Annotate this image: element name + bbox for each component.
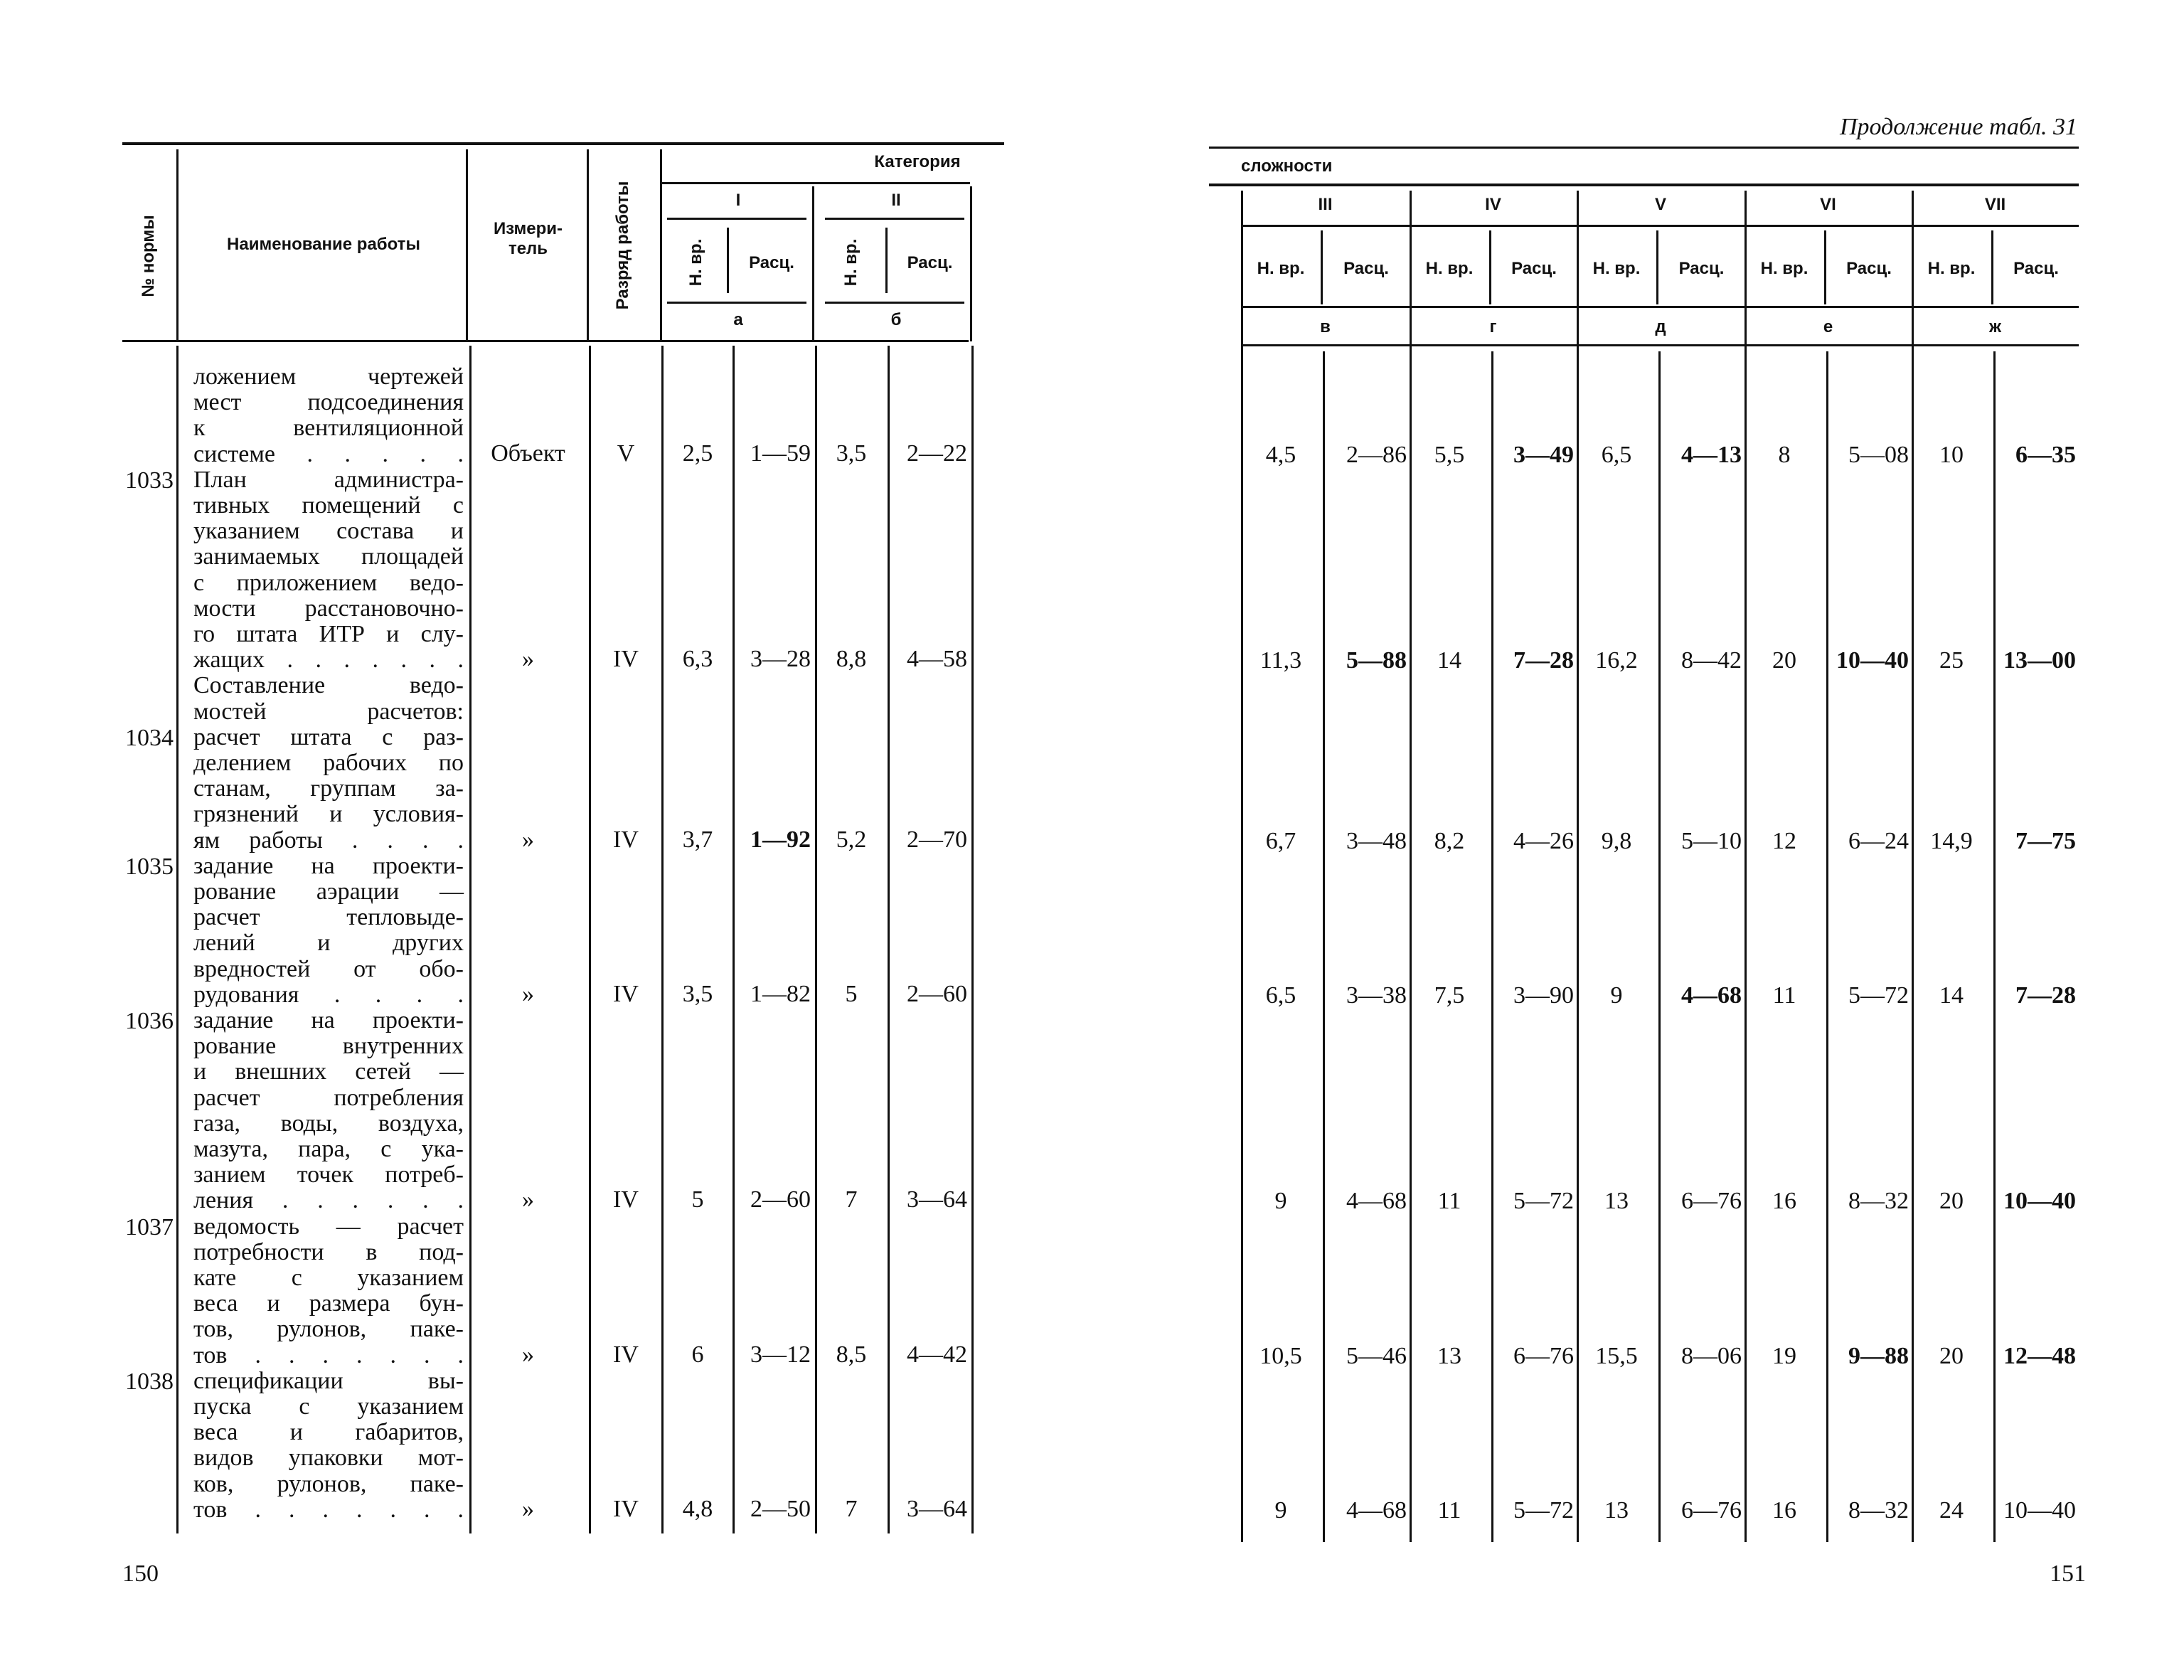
cell-rasc: 6—76 [1681,1188,1742,1215]
cell-rasc: 10—40 [2003,1188,2076,1215]
work-description-line: го штата ИТР и слу- [193,621,464,647]
right-complexity-rule [1209,184,2079,186]
work-description-line: мазута, пара, с ука- [193,1136,464,1162]
cell-hvr: 11 [1437,1496,1461,1524]
header-cat-vi: VI [1820,195,1836,214]
cell-i-hvr: 2,5 [682,440,713,467]
cell-hvr: 13 [1604,1496,1629,1524]
cell-hvr: 24 [1939,1496,1964,1524]
work-description-line: мест подсоединения [193,389,464,416]
work-description-line: расчет потребления [193,1084,464,1111]
work-description-line: ведомость — расчет [193,1213,464,1240]
cell-rasc: 8—32 [1848,1188,1909,1215]
cell-hvr: 8,2 [1434,827,1465,854]
cell-i-rasc: 1—92 [750,826,811,853]
header-cat-ii: II [891,191,901,210]
cell-rasc: 3—90 [1513,982,1574,1009]
header-letter-в: в [1320,317,1331,336]
cell-i-hvr: 4,8 [682,1495,713,1522]
cell-ii-hvr: 5 [845,980,858,1007]
cell-rasc: 6—35 [2015,441,2076,468]
cell-ii-rasc: 3—64 [907,1186,967,1213]
cell-i-rasc: 3—28 [750,646,811,673]
cell-rank: V [617,440,635,467]
work-description-line: жащих . . . . . . . [193,647,464,674]
cell-unit: » [522,1186,534,1213]
cell-rasc: 5—08 [1848,441,1909,468]
work-description-line: делением рабочих по [193,750,464,776]
cell-unit: » [522,826,534,853]
cell-rasc: 5—72 [1513,1496,1574,1524]
col-sep-rank [660,149,662,341]
cell-hvr: 12 [1772,827,1796,854]
cell-rasc: 7—75 [2015,827,2076,854]
cell-hvr: 11 [1437,1188,1461,1215]
cell-rank: IV [613,980,639,1007]
right-group-sep [1241,191,1243,1542]
cat-i-letter-rule [667,302,806,304]
cell-hvr: 15,5 [1595,1342,1638,1369]
cell-rank: IV [613,1495,639,1522]
work-description-line: задание на проекти- [193,852,464,879]
norm-number: 1034 [125,724,174,751]
right-group-sep [1577,191,1579,1542]
cell-hvr: 16 [1772,1496,1796,1524]
cell-unit: Объект [491,440,565,467]
cell-rasc: 10—40 [2003,1496,2076,1524]
work-description-line: веса и размера бун- [193,1290,464,1317]
cell-rasc: 8—06 [1681,1342,1742,1369]
header-rasc: Расц. [1511,259,1557,278]
col-sep-right-body [971,346,974,1533]
cell-rasc: 5—72 [1513,1188,1574,1215]
header-rasc: Расц. [1343,259,1389,278]
header-norm-no: № нормы [139,215,158,297]
col-sep-name [466,149,468,341]
header-cat-i-hvr: Н. вр. [686,238,705,287]
cell-hvr: 9,8 [1601,827,1632,854]
cell-rasc: 5—72 [1848,982,1909,1009]
cell-rasc: 4—68 [1681,982,1742,1009]
right-top-rule [1209,147,2079,149]
page-number-left: 150 [122,1561,159,1587]
work-description-line: тов, рулонов, паке- [193,1316,464,1343]
cell-hvr: 9 [1274,1188,1287,1215]
continuation-label: Продолжение табл. 31 [1839,114,2077,140]
cell-i-rasc: 2—60 [750,1186,811,1213]
cell-hvr: 14 [1437,647,1461,674]
cell-i-hvr: 6,3 [682,646,713,673]
cell-unit: » [522,980,534,1007]
cell-hvr: 20 [1939,1342,1964,1369]
header-letter-ж: ж [1988,317,2001,336]
cell-rank: IV [613,1186,639,1213]
header-cat-i: I [735,191,741,210]
work-description-line: тивных помещений с [193,492,464,519]
cell-rasc: 3—38 [1346,982,1407,1009]
cell-hvr: 20 [1939,1188,1964,1215]
cell-ii-rasc: 3—64 [907,1495,967,1522]
work-description-line: спецификации вы- [193,1367,464,1394]
cell-rasc: 4—68 [1346,1496,1407,1524]
cell-rasc: 5—46 [1346,1342,1407,1369]
cell-rasc: 6—24 [1848,827,1909,854]
work-description-line: занием точек потреб- [193,1161,464,1189]
category-rule [660,182,970,184]
cell-hvr: 6,7 [1265,827,1296,854]
header-cat-vii: VII [1984,195,2006,214]
cell-hvr: 5,5 [1434,441,1465,468]
cell-hvr: 14,9 [1930,827,1973,854]
work-description-line: Составление ведо- [193,672,464,699]
cell-rank: IV [613,826,639,853]
cat-i-rule [667,218,806,220]
cell-unit: » [522,1495,534,1522]
header-cat-i-rasc: Расц. [749,253,794,272]
work-description-line: видов упаковки мот- [193,1445,464,1472]
cell-ii-hvr: 8,5 [836,1341,867,1368]
cell-rasc: 12—48 [2003,1342,2076,1369]
cat-ii-letter-rule [825,302,964,304]
work-description-line: лений и других [193,930,464,957]
cell-ii-rasc: 2—60 [907,980,967,1007]
work-description-line: рование внутренних [193,1033,464,1060]
cell-hvr: 11,3 [1259,647,1302,674]
norm-number: 1033 [125,467,174,494]
header-unit-line1: Измери- [493,219,563,238]
header-hvr: Н. вр. [1927,259,1976,278]
cell-hvr: 10,5 [1259,1342,1302,1369]
work-description-line: к вентиляционной [193,415,464,442]
work-description-line: станам, группам за- [193,775,464,802]
header-rank: Разряд работы [613,181,632,310]
work-description-line: мостей расчетов: [193,698,464,725]
work-description-line: расчет тепловыде- [193,904,464,931]
work-description-line: кате с указанием [193,1265,464,1291]
cell-hvr: 14 [1939,982,1964,1009]
cell-hvr: 19 [1772,1342,1796,1369]
cell-rank: IV [613,1341,639,1368]
cell-i-rasc: 1—59 [750,440,811,467]
header-hvr: Н. вр. [1760,259,1809,278]
col-sep-ii-inner [885,228,888,293]
cell-hvr: 25 [1939,647,1964,674]
cell-rasc: 4—26 [1513,827,1574,854]
cell-rasc: 6—76 [1513,1342,1574,1369]
cell-unit: » [522,1341,534,1368]
work-description-line: занимаемых площадей [193,543,464,570]
header-cat-ii-hvr: Н. вр. [841,238,861,287]
cell-i-hvr: 3,5 [682,980,713,1007]
right-cat-rule [1241,225,2079,227]
cell-rasc: 3—49 [1513,441,1574,468]
cell-ii-hvr: 8,8 [836,646,867,673]
cell-hvr: 16 [1772,1188,1796,1215]
cell-hvr: 13 [1604,1188,1629,1215]
norm-number: 1037 [125,1213,174,1240]
col-sep-i-inner [727,228,729,293]
work-description-line: газа, воды, воздуха, [193,1110,464,1137]
cell-ii-hvr: 7 [845,1495,858,1522]
work-description-line: План администра- [193,466,464,493]
cell-rasc: 8—32 [1848,1496,1909,1524]
cell-ii-rasc: 2—70 [907,826,967,853]
norm-number: 1036 [125,1008,174,1034]
work-description-line: указанием состава и [193,518,464,545]
col-sep-no-body [176,346,179,1533]
norm-number: 1035 [125,853,174,880]
cell-i-hvr: 3,7 [682,826,713,853]
work-description-line: ления . . . . . . [193,1187,464,1214]
cell-rank: IV [613,646,639,673]
cell-rasc: 7—28 [2015,982,2076,1009]
header-rasc: Расц. [2013,259,2059,278]
work-description-line: ям работы . . . . [193,826,464,854]
cat-ii-rule [825,218,964,220]
cell-rasc: 6—76 [1681,1496,1742,1524]
work-description-line: рудования . . . . [193,981,464,1008]
work-description-line: тов . . . . . . . [193,1341,464,1368]
cell-rasc: 8—42 [1681,647,1742,674]
header-unit-line2: тель [508,239,548,258]
header-hvr: Н. вр. [1257,259,1305,278]
work-description-line: расчет штата с раз- [193,723,464,750]
cell-hvr: 10 [1939,441,1964,468]
header-work-name: Наименование работы [227,235,420,254]
work-description-line: потребности в под- [193,1238,464,1265]
cell-hvr: 16,2 [1595,647,1638,674]
page-number-right: 151 [2050,1561,2086,1587]
work-description-line: грязнений и условия- [193,801,464,828]
cell-rasc: 4—68 [1346,1188,1407,1215]
work-description-line: системе . . . . . [193,440,464,467]
header-rasc: Расц. [1678,259,1725,278]
cell-ii-rasc: 2—22 [907,440,967,467]
col-sep-i-ii [812,186,814,341]
header-category: Категория [874,152,961,171]
right-group-sep [1744,191,1747,1542]
work-description-line: ков, рулонов, паке- [193,1470,464,1497]
header-complexity: сложности [1241,156,1333,176]
cell-ii-hvr: 7 [845,1186,858,1213]
table-top-rule [122,142,1004,145]
header-letter-д: д [1655,317,1666,336]
right-header-bottom-rule [1241,344,2079,346]
work-description-line: и внешних сетей — [193,1058,464,1085]
work-description-line: рование аэрации — [193,878,464,905]
header-hvr: Н. вр. [1592,259,1641,278]
cell-hvr: 6,5 [1265,982,1296,1009]
cell-i-rasc: 2—50 [750,1495,811,1522]
cell-hvr: 20 [1772,647,1796,674]
cell-hvr: 9 [1610,982,1623,1009]
work-description-line: веса и габаритов, [193,1419,464,1446]
cell-hvr: 13 [1437,1342,1461,1369]
header-cat-iii: III [1318,195,1333,214]
cell-ii-rasc: 4—42 [907,1341,967,1368]
cell-hvr: 9 [1274,1496,1287,1524]
work-description-line: мости расстановочно- [193,595,464,622]
work-description-line: задание на проекти- [193,1007,464,1033]
header-letter-b: б [890,310,902,329]
work-description-line: пуска с указанием [193,1393,464,1420]
norm-number: 1038 [125,1368,174,1395]
cell-rasc: 5—88 [1346,647,1407,674]
cell-hvr: 4,5 [1265,441,1296,468]
cell-rasc: 3—48 [1346,827,1407,854]
cell-rasc: 2—86 [1346,441,1407,468]
cell-ii-hvr: 5,2 [836,826,867,853]
cell-hvr: 6,5 [1601,441,1632,468]
cell-rasc: 9—88 [1848,1342,1909,1369]
cell-i-rasc: 1—82 [750,980,811,1007]
cell-rasc: 7—28 [1513,647,1574,674]
cell-hvr: 11 [1772,982,1796,1009]
header-cat-v: V [1654,195,1666,214]
cell-rasc: 5—10 [1681,827,1742,854]
cell-ii-hvr: 3,5 [836,440,867,467]
cell-i-hvr: 5 [691,1186,704,1213]
cell-rasc: 13—00 [2003,647,2076,674]
header-letter-a: а [733,310,743,329]
header-hvr: Н. вр. [1425,259,1474,278]
work-description-line: тов . . . . . . . [193,1496,464,1523]
cell-hvr: 8 [1778,441,1791,468]
cell-rasc: 10—40 [1836,647,1909,674]
work-description-line: ложением чертежей [193,363,464,390]
work-description-line: вредностей от обо- [193,955,464,982]
right-group-sep [1912,191,1914,1542]
cell-hvr: 7,5 [1434,982,1465,1009]
col-sep-no [176,149,179,341]
header-cat-ii-rasc: Расц. [907,253,953,272]
right-letter-rule [1241,306,2079,308]
cell-rasc: 4—13 [1681,441,1742,468]
cell-i-rasc: 3—12 [750,1341,811,1368]
work-description-line: с приложением ведо- [193,569,464,596]
cell-unit: » [522,646,534,673]
header-letter-г: г [1489,317,1497,336]
col-sep-unit [587,149,589,341]
right-group-sep [1410,191,1412,1542]
header-bottom-rule [122,340,969,342]
header-rasc: Расц. [1846,259,1892,278]
header-cat-iv: IV [1485,195,1501,214]
cell-ii-rasc: 4—58 [907,646,967,673]
header-letter-е: е [1823,317,1833,336]
cell-i-hvr: 6 [691,1341,704,1368]
